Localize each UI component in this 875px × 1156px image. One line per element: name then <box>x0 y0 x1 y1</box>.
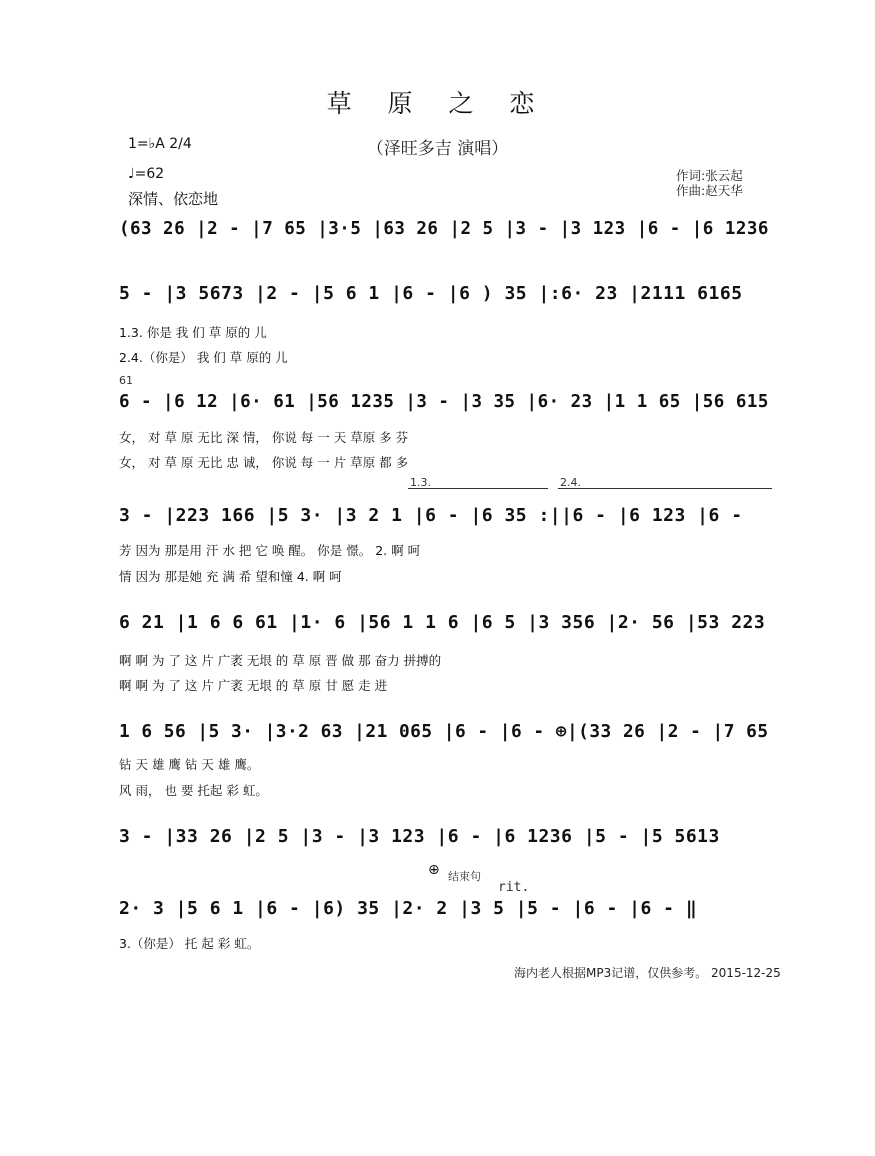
footer-note: 海内老人根据MP3记谱，仅供参考。 2015-12-25 <box>514 966 781 980</box>
volta-1: 1.3. <box>410 476 431 489</box>
music-line-3 <box>119 383 775 423</box>
volta-2: 2.4. <box>560 476 581 489</box>
lyric-verse-2: 2.4.（你是） 我 们 草 原的 儿 <box>119 350 288 365</box>
lyric-verse-1: 女， 对 草 原 无比 深 情， 你说 每 一 天 草原 多 芬 <box>119 430 409 445</box>
music-line-6 <box>119 713 775 753</box>
notation-text: 5 - |3 5673 |2 - |5 6 1 |6 - |6 ) 35 |:6· 23 |2111 6165 <box>119 283 743 304</box>
lyric-verse-2: 风 雨， 也 要 托起 彩 虹。 <box>119 783 268 798</box>
music-line-5 <box>119 604 775 644</box>
notation-text: 6 21 |1 6 6 61 |1· 6 |56 1 1 6 |6 5 |3 356 |2· 56 |53 223 <box>119 612 766 633</box>
lyric-verse-1: 芳 因为 那是用 汗 水 把 它 唤 醒。 你是 憬。 2. 啊 呵 <box>119 543 421 558</box>
rit-mark: rit. <box>498 880 530 895</box>
volta-1-bracket <box>408 488 548 490</box>
notation-text: 2· 3 |5 6 1 |6 - |6) 35 |2· 2 |3 5 |5 - |6 - |6 - ‖ <box>119 898 698 919</box>
lyric-verse-3: 3.（你是） 托 起 彩 虹。 <box>119 936 260 951</box>
lyric-verse-1: 1.3. 你是 我 们 草 原的 儿 <box>119 325 267 340</box>
singer-line: （泽旺多吉 演唱） <box>366 139 509 159</box>
notation-text: (63 26 |2 - |7 65 |3·5 |63 26 |2 5 |3 - |3 123 |6 - |6 1236 <box>119 218 769 239</box>
song-title: 草 原 之 恋 <box>326 89 549 118</box>
music-line-2 <box>119 275 775 315</box>
notation-text: 1 6 56 |5 3· |3·2 63 |21 065 |6 - |6 - ⊕|(33 26 |2 - |7 65 <box>119 721 769 742</box>
composer-credit: 作曲:赵天华 <box>676 183 743 198</box>
notation-text: 3 - |223 166 |5 3· |3 2 1 |6 - |6 35 :||6 - |6 123 |6 - <box>119 505 743 526</box>
volta-2-bracket <box>558 488 772 490</box>
notation-text: 6 - |6 12 |6· 61 |56 1235 |3 - |3 35 |6· 23 |1 1 65 |56 615 <box>119 391 769 412</box>
music-line-7 <box>119 818 775 858</box>
lyric-verse-2: 情 因为 那是她 充 满 希 望和憧 4. 啊 呵 <box>119 569 342 584</box>
music-line-1 <box>119 210 775 250</box>
expression-mark: 深情、依恋地 <box>128 190 219 208</box>
lyric-verse-2: 女， 对 草 原 无比 忠 诚， 你说 每 一 片 草原 都 多 <box>119 455 409 470</box>
lyricist-credit: 作词:张云起 <box>676 168 743 183</box>
coda-icon: ⊕ <box>428 862 440 878</box>
grace-note: 61 <box>119 374 133 387</box>
ending-label: 结束句 <box>448 870 481 883</box>
lyric-verse-2: 啊 啊 为 了 这 片 广袤 无垠 的 草 原 甘 愿 走 进 <box>119 678 388 693</box>
lyric-verse-1: 啊 啊 为 了 这 片 广袤 无垠 的 草 原 晋 做 那 奋力 拼搏的 <box>119 653 442 668</box>
music-line-4 <box>119 497 775 537</box>
tempo-mark: ♩=62 <box>128 166 165 182</box>
lyric-verse-1: 钻 天 雄 鹰 钻 天 雄 鹰。 <box>119 757 260 772</box>
key-signature: 1=♭A 2/4 <box>128 136 192 152</box>
music-line-8 <box>119 890 775 930</box>
notation-text: 3 - |33 26 |2 5 |3 - |3 123 |6 - |6 1236 |5 - |5 5613 <box>119 826 720 847</box>
